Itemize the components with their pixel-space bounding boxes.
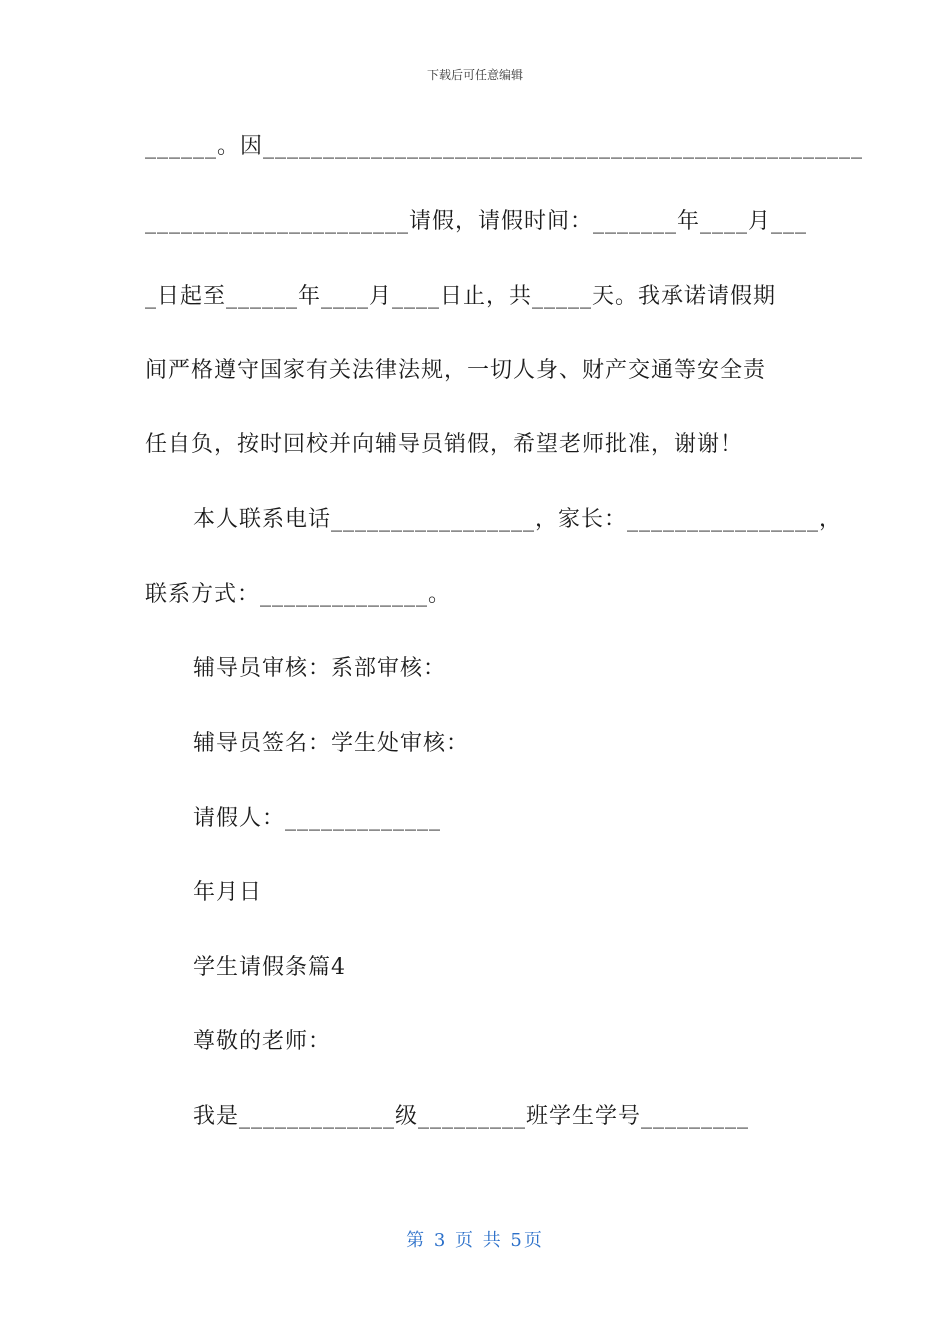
page-header-note: 下载后可任意编辑 — [426, 68, 523, 82]
text-line-3: _日起至______年____月____日止，共_____天。我承诺请假期 — [145, 284, 777, 309]
applicant-line: 请假人：_____________ — [193, 806, 442, 831]
date-line: 年月日 — [193, 880, 263, 905]
student-info-line: 我是_____________级_________班学生学号_________ — [193, 1104, 750, 1129]
text-line-4: 间严格遵守国家有关法律法规，一切人身、财产交通等安全责 — [145, 358, 767, 383]
text-line-2: ______________________请假，请假时间：_______年____月___ — [145, 209, 808, 234]
counselor-review-line: 辅导员审核：系部审核： — [193, 656, 447, 681]
page-pagination: 第 3 页 共 5页 — [406, 1230, 544, 1251]
contact-phone-line: 本人联系电话_________________，家长：________________， — [193, 507, 843, 532]
text-line-5: 任自负，按时回校并向辅导员销假，希望老师批准，谢谢！ — [145, 432, 744, 457]
counselor-signature-line: 辅导员签名：学生处审核： — [193, 731, 470, 756]
contact-method-line: 联系方式：______________。 — [145, 582, 452, 607]
section-title: 学生请假条篇4 — [193, 955, 346, 980]
salutation-line: 尊敬的老师： — [193, 1029, 332, 1054]
text-line-1: ______。因__________________________________________________ — [145, 134, 864, 159]
